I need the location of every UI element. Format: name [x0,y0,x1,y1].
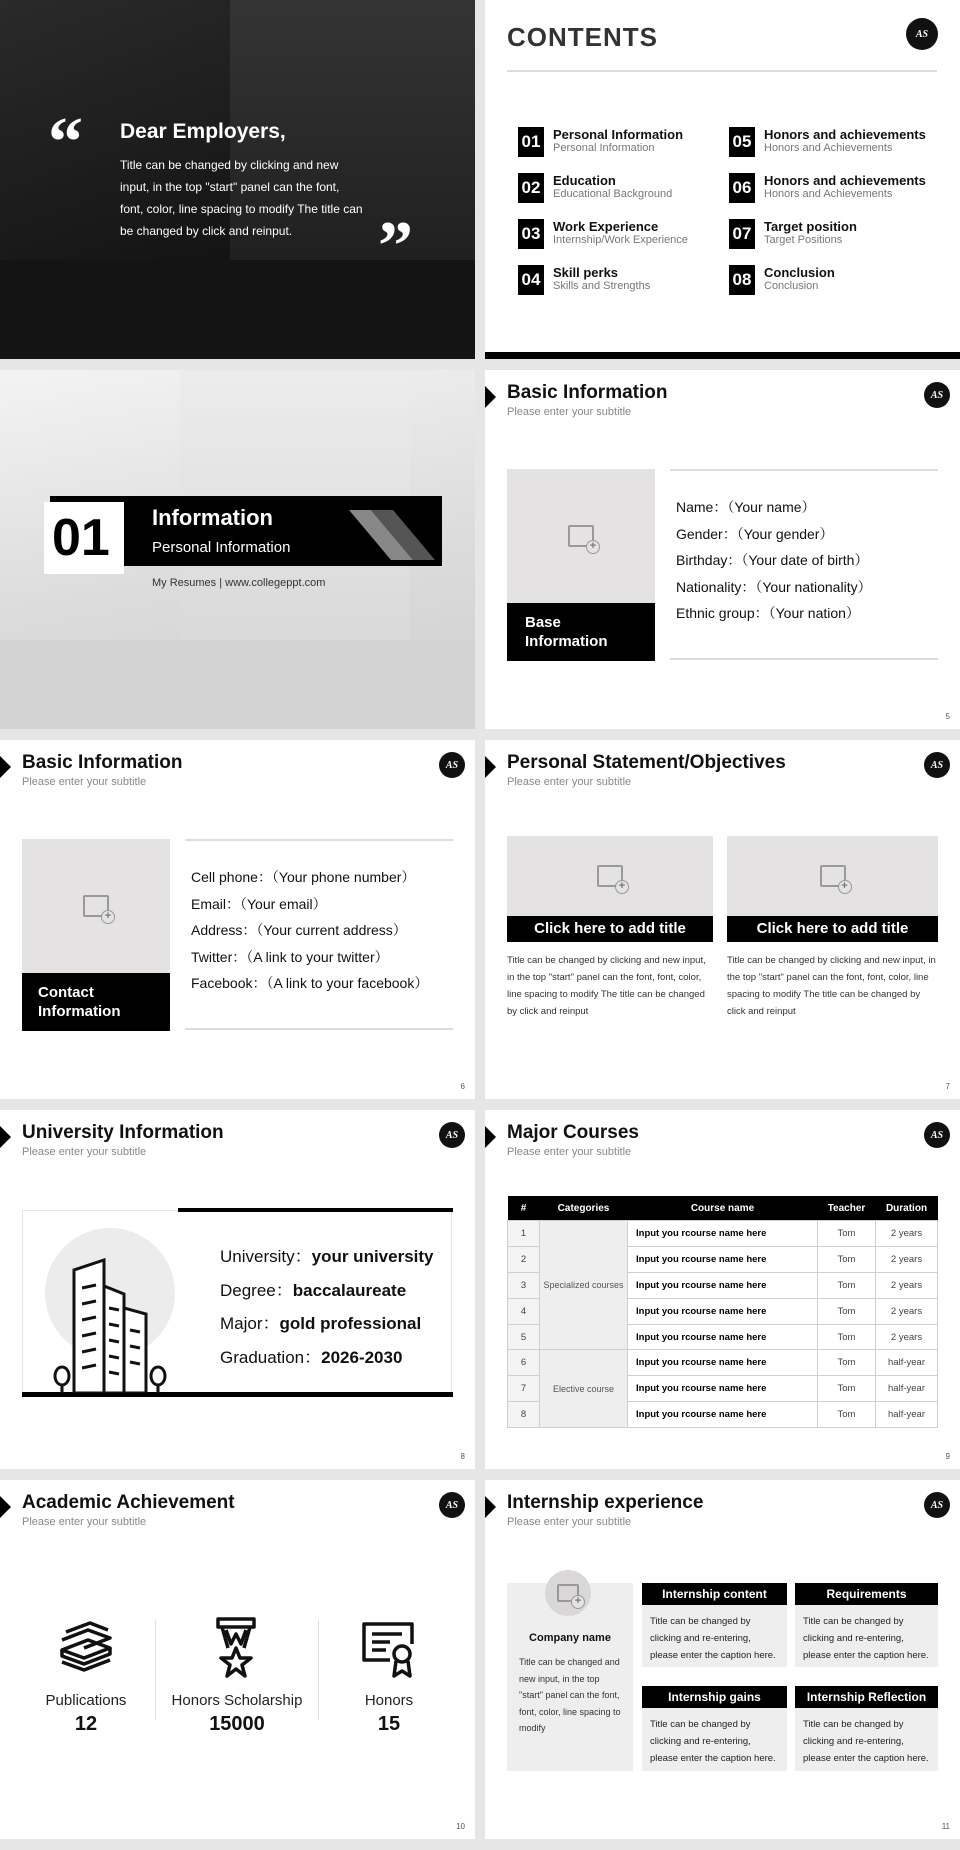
cell-number: 8 [508,1402,540,1428]
company-body: Title can be changed and new input, in the top "start" panel can the font, font, color, line spacing to modify [519,1657,621,1733]
courses-table-wrap [507,1196,938,1428]
certificate-icon [360,1620,416,1678]
card2-heading[interactable]: Click here to add title [727,916,938,942]
info-phone: Cell phone：（Your phone number） [191,869,416,885]
contents-item-subtitle: Honors and Achievements [764,188,893,200]
table-header-row [508,1196,938,1221]
contents-item-subtitle: Personal Information [553,142,655,154]
page-number: 11 [941,1822,950,1831]
info-divider-top [185,839,453,841]
section-stripes [360,510,430,560]
quote-close-mark: ” [378,208,413,285]
photo-placeholder[interactable] [507,469,655,603]
slide-subtitle: Please enter your subtitle [22,776,147,788]
contents-item-number: 07 [729,219,755,249]
cell-course-name: Input you rcourse name here [628,1324,818,1350]
photo-placeholder[interactable] [22,839,170,973]
logo-icon: AS [439,1492,465,1518]
info-lines [676,494,872,627]
col-duration: Duration [876,1196,938,1221]
contents-item[interactable] [518,263,733,297]
cell-course-name: Input you rcourse name here [628,1246,818,1272]
cell-duration: 2 years [876,1246,938,1272]
slide-title: Basic Information [22,752,183,773]
page-number: 5 [945,712,950,721]
contents-item-number: 08 [729,265,755,295]
row-value: 2026-2030 [321,1347,403,1367]
page-number: 8 [460,1452,465,1461]
info-birthday: Birthday：（Your date of birth） [676,552,869,568]
cell-course-name: Input you rcourse name here [628,1350,818,1376]
contents-item-number: 03 [518,219,544,249]
slide-subtitle: Please enter your subtitle [507,776,632,788]
slide-subtitle: Please enter your subtitle [22,1516,147,1528]
cell-duration: 2 years [876,1298,938,1324]
contents-item[interactable] [518,125,733,159]
info-ethnic: Ethnic group：（Your nation） [676,605,860,621]
medal-icon [214,1616,258,1678]
cell-duration: half-year [876,1350,938,1376]
row-label: Major： [220,1314,280,1333]
graduation-row [220,1341,434,1375]
image-add-icon[interactable] [568,525,594,547]
contents-item-number: 06 [729,173,755,203]
slide1-title: Dear Employers, [120,120,286,143]
contents-item[interactable] [729,171,944,205]
slide-subtitle: Please enter your subtitle [507,406,632,418]
cell-course-name: Input you rcourse name here [628,1272,818,1298]
contents-item-subtitle: Skills and Strengths [553,280,651,292]
courses-table [507,1196,938,1428]
base-info-label: Base Information [507,603,655,661]
card2-image-placeholder[interactable] [727,836,938,916]
page-number: 10 [456,1822,465,1831]
image-add-icon[interactable] [820,865,846,887]
logo-icon: AS [439,752,465,778]
logo-icon: AS [906,18,938,50]
box-internship-content-body: Title can be changed by clicking and re-entering, please enter the caption here. [642,1605,787,1667]
info-divider-top [670,469,938,471]
cell-category: Elective course [540,1350,628,1428]
stat-value-publications: 12 [74,1713,98,1735]
section-caption: My Resumes | www.collegeppt.com [152,577,326,589]
courses-table-body [508,1221,938,1428]
stat-label-scholarship: Honors Scholarship [171,1692,303,1709]
page-number: 6 [460,1082,465,1091]
header-arrow [485,1496,496,1518]
logo-icon: AS [924,1492,950,1518]
cell-number: 6 [508,1350,540,1376]
cell-teacher: Tom [818,1246,876,1272]
contents-item-title: Personal Information [553,127,684,142]
contents-item-title: Honors and achievements [764,127,926,142]
row-value: gold professional [279,1314,422,1333]
cell-duration: 2 years [876,1272,938,1298]
contents-item-number: 04 [518,265,544,295]
box-requirements-title: Requirements [795,1583,938,1605]
contents-item-number: 01 [518,127,544,157]
stat-value-honors: 15 [377,1713,401,1735]
cell-course-name: Input you rcourse name here [628,1221,818,1247]
cell-duration: 2 years [876,1324,938,1350]
col-teacher: Teacher [818,1196,876,1221]
section-number: 01 [52,509,110,567]
cell-number: 5 [508,1324,540,1350]
slide-title: Basic Information [507,382,668,403]
table-row [508,1221,938,1247]
info-name: Name：（Your name） [676,499,816,515]
slide-title: Major Courses [507,1122,639,1143]
major-row [220,1307,434,1341]
quote-open-mark: “ [48,104,83,181]
header-arrow [485,386,496,408]
row-label: Graduation： [220,1347,322,1367]
stat-label-honors: Honors [364,1692,414,1709]
slide-internship-experience[interactable] [485,1480,960,1839]
info-email: Email：（Your email） [191,895,327,912]
contents-item[interactable] [518,171,733,205]
table-row [508,1350,938,1376]
page-number: 7 [945,1082,950,1091]
logo-icon: AS [439,1122,465,1148]
image-add-icon[interactable] [557,1584,579,1602]
slide-major-courses[interactable] [485,1110,960,1469]
books-icon [58,1620,114,1672]
row-label: Degree： [220,1280,293,1300]
info-lines [191,864,428,997]
box-requirements-body: Title can be changed by clicking and re-entering, please enter the caption here. [795,1605,938,1667]
contents-item-title: Work Experience [553,219,659,234]
cell-teacher: Tom [818,1376,876,1402]
slide-academic-achievement[interactable] [0,1480,475,1839]
info-gender: Gender：（Your gender） [676,525,834,542]
slide1-body: Title can be changed by clicking and new input, in the top "start" panel can the font, font, color, line spacing to modify The title can be changed by click and reinput. [120,158,363,238]
info-facebook: Facebook：（A link to your facebook） [191,975,429,991]
box-internship-gains-title: Internship gains [642,1686,787,1708]
row-value: your university [311,1247,434,1266]
contact-info-label: Contact Information [22,973,170,1031]
info-twitter: Twitter：（A link to your twitter） [191,948,389,965]
contents-item-title: Target position [764,219,857,234]
slide-subtitle: Please enter your subtitle [507,1146,632,1158]
info-divider-bottom [670,658,938,660]
box-internship-content-title: Internship content [642,1583,787,1605]
cell-teacher: Tom [818,1324,876,1350]
cell-number: 4 [508,1298,540,1324]
slide-contents[interactable] [485,0,960,359]
image-add-icon[interactable] [83,895,109,917]
cell-duration: half-year [876,1376,938,1402]
logo-icon: AS [924,382,950,408]
slide-subtitle: Please enter your subtitle [507,1516,632,1528]
info-address: Address：（Your current address） [191,922,407,938]
university-rows [220,1240,434,1374]
col-number: # [508,1196,540,1221]
slide-title: University Information [22,1122,224,1143]
stat-label-publications: Publications [45,1692,127,1709]
slide-personal-statement[interactable] [485,740,960,1099]
contents-item[interactable] [729,125,944,159]
card2-body: Title can be changed by clicking and new input, in the top "start" panel can the font, font, color, line spacing to modify The title can be changed by click and reinput [727,955,936,1017]
contents-item-subtitle: Educational Background [553,188,673,200]
cell-duration: 2 years [876,1221,938,1247]
slide-contact-information[interactable] [0,740,475,1099]
col-course-name: Course name [628,1196,818,1221]
slide-title: Academic Achievement [22,1492,235,1513]
stat-value-scholarship: 15000 [209,1713,265,1735]
university-top-bar [178,1208,453,1212]
row-value: baccalaureate [292,1280,407,1300]
info-nationality: Nationality：（Your nationality） [676,578,872,595]
card1-heading[interactable]: Click here to add title [507,916,713,942]
image-add-icon[interactable] [597,865,623,887]
header-arrow [0,1496,11,1518]
contents-item-title: Skill perks [553,265,619,280]
cell-number: 2 [508,1246,540,1272]
company-name: Company name [529,1632,611,1644]
slide-section-information[interactable] [0,370,475,729]
slide-subtitle: Please enter your subtitle [22,1146,147,1158]
page-number: 9 [945,1452,950,1461]
contents-bottom-bar [485,352,960,359]
box-internship-gains-body: Title can be changed by clicking and re-entering, please enter the caption here. [642,1708,787,1771]
slide-title: Internship experience [507,1492,704,1513]
contents-item[interactable] [729,263,944,297]
cell-teacher: Tom [818,1350,876,1376]
logo-icon: AS [924,752,950,778]
slide-university-information[interactable] [0,1110,475,1469]
contents-divider [507,70,937,72]
header-arrow [485,1126,496,1148]
contents-title: CONTENTS [507,22,658,52]
contents-item[interactable] [729,217,944,251]
company-logo-placeholder[interactable] [545,1570,591,1616]
contents-item[interactable] [518,217,733,251]
cell-teacher: Tom [818,1298,876,1324]
contents-item-number: 02 [518,173,544,203]
card1-body: Title can be changed by clicking and new input, in the top "start" panel can the font, font, color, line spacing to modify The title can be changed by click and reinput [507,955,706,1017]
slide-basic-information[interactable] [485,370,960,729]
col-categories: Categories [540,1196,628,1221]
degree-row [220,1274,434,1308]
slide-title: Personal Statement/Objectives [507,752,786,773]
cell-number: 1 [508,1221,540,1247]
contents-item-subtitle: Honors and Achievements [764,142,893,154]
cell-course-name: Input you rcourse name here [628,1298,818,1324]
cell-category: Specialized courses [540,1221,628,1350]
logo-icon: AS [924,1122,950,1148]
contents-item-subtitle: Target Positions [764,234,843,246]
cell-teacher: Tom [818,1272,876,1298]
section-subtitle: Personal Information [152,539,291,556]
box-internship-reflection-body: Title can be changed by clicking and re-entering, please enter the caption here. [795,1708,938,1771]
header-arrow [485,756,496,778]
contents-item-title: Honors and achievements [764,173,926,188]
box-internship-reflection-title: Internship Reflection [795,1686,938,1708]
contents-item-title: Conclusion [764,265,835,280]
contents-item-subtitle: Conclusion [764,280,819,292]
cell-course-name: Input you rcourse name here [628,1402,818,1428]
cell-number: 7 [508,1376,540,1402]
header-arrow [0,756,11,778]
contents-item-title: Education [553,173,616,188]
info-divider-bottom [185,1028,453,1030]
building-icon [50,1258,170,1393]
header-arrow [0,1126,11,1148]
contents-item-number: 05 [729,127,755,157]
cell-duration: half-year [876,1402,938,1428]
contents-item-subtitle: Internship/Work Experience [553,234,688,246]
section-title: Information [152,505,273,530]
university-row [220,1240,434,1274]
cell-number: 3 [508,1272,540,1298]
cell-course-name: Input you rcourse name here [628,1376,818,1402]
slide-dear-employers[interactable] [0,0,475,359]
cell-teacher: Tom [818,1221,876,1247]
cell-teacher: Tom [818,1402,876,1428]
card1-image-placeholder[interactable] [507,836,713,916]
row-label: University： [220,1247,312,1266]
